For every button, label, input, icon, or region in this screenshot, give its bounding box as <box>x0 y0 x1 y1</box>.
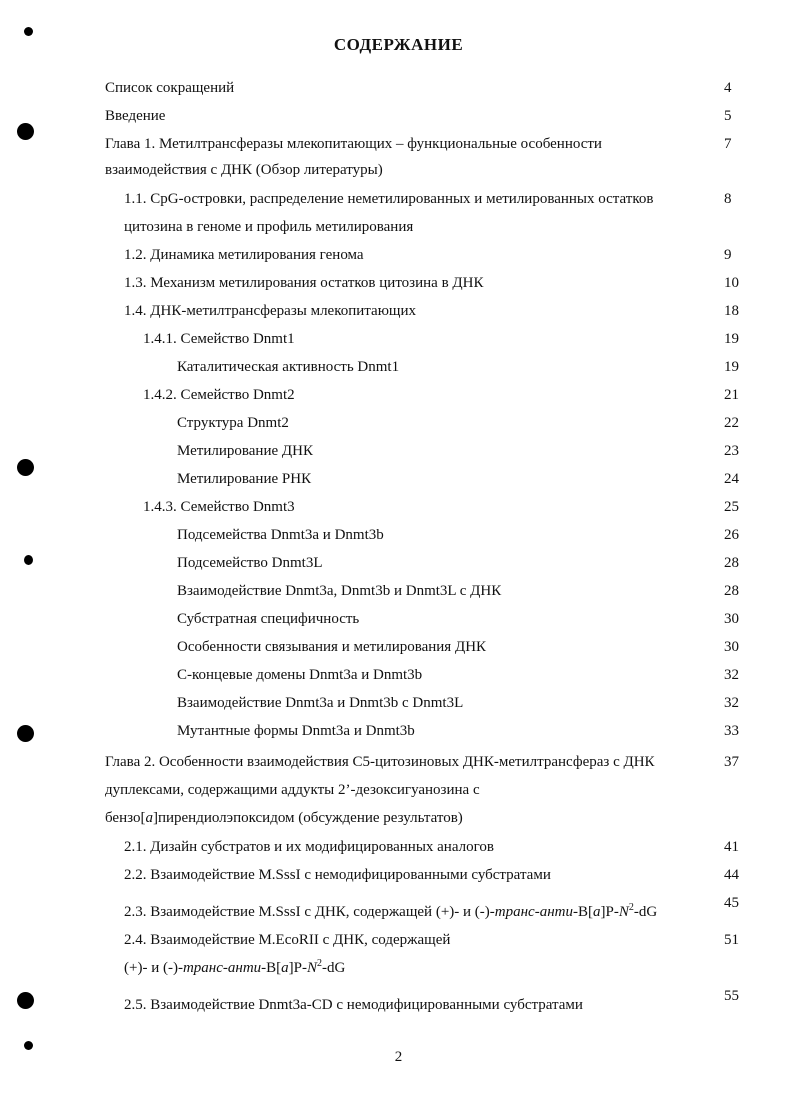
toc-page-number: 28 <box>724 583 739 599</box>
toc-entry: Структура Dnmt2 <box>177 415 289 431</box>
toc-page-number: 44 <box>724 867 739 883</box>
toc-page-number: 9 <box>724 247 732 263</box>
toc-entry: 1.4. ДНК-метилтрансферазы млекопитающих <box>124 303 416 319</box>
punch-hole <box>17 459 34 476</box>
toc-entry: 2.3. Взаимодействие M.SssI с ДНК, содержащей (+)- и $(-)-транс-анти-B[a]P-N^2-dG$ <box>124 902 658 920</box>
toc-page-number: 18 <box>724 303 739 319</box>
toc-entry: 2.4. Взаимодействие M.EcoRII с ДНК, содержащей <box>124 932 451 948</box>
punch-hole <box>17 725 34 742</box>
toc-page-number: 7 <box>724 136 732 152</box>
toc-entry: Введение <box>105 108 166 124</box>
toc-entry: Глава 2. Особенности взаимодействия С5-цитозиновых ДНК-метилтрансфераз с ДНК <box>105 754 655 770</box>
toc-page-number: 28 <box>724 555 739 571</box>
toc-page-number: 41 <box>724 839 739 855</box>
toc-entry: Глава 1. Метилтрансферазы млекопитающих – функциональные особенности <box>105 136 602 152</box>
toc-entry: Взаимодействие Dnmt3a и Dnmt3b с Dnmt3L <box>177 695 464 711</box>
toc-page-number: 19 <box>724 331 739 347</box>
toc-page-number: 19 <box>724 359 739 375</box>
toc-page-number: 8 <box>724 191 732 207</box>
toc-entry-continuation: дуплексами, содержащими аддукты 2’-дезоксигуанозина с <box>105 782 480 798</box>
toc-page-number: 33 <box>724 723 739 739</box>
toc-entry: Метилирование РНК <box>177 471 312 487</box>
toc-entry: 1.1. CpG-островки, распределение неметилированных и метилированных остатков <box>124 191 654 207</box>
toc-page-number: 45 <box>724 895 739 911</box>
toc-entry: Каталитическая активность Dnmt1 <box>177 359 400 375</box>
toc-page-number: 25 <box>724 499 739 515</box>
toc-page-number: 26 <box>724 527 739 543</box>
toc-entry: Мутантные формы Dnmt3a и Dnmt3b <box>177 723 415 739</box>
punch-hole <box>17 123 34 140</box>
toc-page-number: 10 <box>724 275 739 291</box>
scan-speck <box>24 555 33 565</box>
toc-entry: Особенности связывания и метилирования ДНК <box>177 639 487 655</box>
toc-page-number: 37 <box>724 754 739 770</box>
toc-entry: 2.5. Взаимодействие Dnmt3a-CD с немодифицированными субстратами <box>124 997 583 1013</box>
toc-entry-continuation: цитозина в геноме и профиль метилирования <box>124 219 414 235</box>
toc-entry: Метилирование ДНК <box>177 443 313 459</box>
toc-page-number: 32 <box>724 695 739 711</box>
toc-entry-continuation: взаимодействия с ДНК (Обзор литературы) <box>105 162 383 178</box>
toc-entry: Субстратная специфичность <box>177 611 360 627</box>
page-number: 2 <box>394 1049 403 1065</box>
toc-entry: 1.4.1. Семейство Dnmt1 <box>143 331 295 347</box>
toc-page-number: 30 <box>724 639 739 655</box>
toc-entry: 2.1. Дизайн субстратов и их модифицированных аналогов <box>124 839 494 855</box>
toc-entry: Подсемейство Dnmt3L <box>177 555 323 571</box>
toc-page-number: 5 <box>724 108 732 124</box>
toc-entry: Список сокращений <box>105 80 235 96</box>
toc-page-number: 30 <box>724 611 739 627</box>
toc-entry: 1.4.2. Семейство Dnmt2 <box>143 387 295 403</box>
page-title: СОДЕРЖАНИЕ <box>333 35 464 54</box>
toc-page-number: 32 <box>724 667 739 683</box>
toc-entry: С-концевые домены Dnmt3a и Dnmt3b <box>177 667 423 683</box>
toc-page-number: 22 <box>724 415 739 431</box>
toc-page-number: 23 <box>724 443 739 459</box>
toc-entry: 1.2. Динамика метилирования генома <box>124 247 364 263</box>
toc-entry: 2.2. Взаимодействие M.SssI с немодифицированными субстратами <box>124 867 551 883</box>
toc-page-number: 4 <box>724 80 732 96</box>
toc-entry: Подсемейства Dnmt3a и Dnmt3b <box>177 527 384 543</box>
toc-entry: 1.4.3. Семейство Dnmt3 <box>143 499 295 515</box>
punch-hole <box>17 992 34 1009</box>
toc-page-number: 24 <box>724 471 739 487</box>
toc-page-number: 55 <box>724 988 739 1004</box>
toc-entry-continuation: (+)- и $(-)-транс-анти-B[a]P-N^2-dG$ <box>124 958 346 976</box>
toc-entry: 1.3. Механизм метилирования остатков цитозина в ДНК <box>124 275 484 291</box>
toc-entry-continuation: бензо[a]пирендиолэпоксидом (обсуждение результатов) <box>105 810 463 826</box>
toc-page-number: 51 <box>724 932 739 948</box>
toc-page-number: 21 <box>724 387 739 403</box>
toc-entry: Взаимодействие Dnmt3a, Dnmt3b и Dnmt3L с ДНК <box>177 583 502 599</box>
